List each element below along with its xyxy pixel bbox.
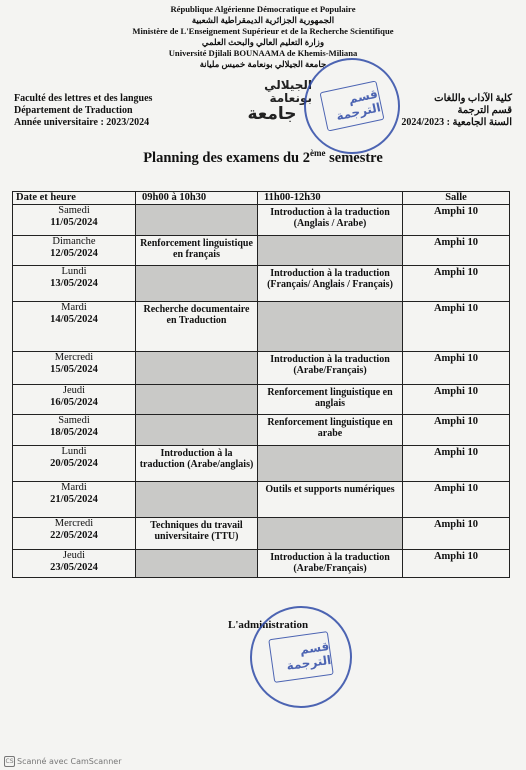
noon-slot-cell	[258, 385, 403, 415]
noon-slot-cell	[258, 518, 403, 550]
table-header-row	[13, 192, 510, 205]
exam-room-cell: Amphi 10	[403, 385, 510, 415]
exam-date: 16/05/2024	[50, 397, 98, 408]
stamp-center-text: قسم الترجمة	[268, 631, 334, 682]
exam-date-cell	[13, 482, 136, 518]
noon-slot-cell	[258, 446, 403, 482]
exam-date: 20/05/2024	[50, 458, 98, 469]
noon-slot-cell	[258, 482, 403, 518]
header-republic-fr: République Algérienne Démocratique et Populaire	[170, 4, 356, 14]
exam-subject: Techniques du travail universitaire (TTU)	[150, 520, 243, 542]
exam-subject: Introduction à la traduction (Arabe/anglais)	[139, 448, 254, 470]
table-row	[13, 385, 510, 415]
exam-room-cell: Amphi 10	[403, 446, 510, 482]
exam-room-cell: Amphi 10	[403, 482, 510, 518]
exam-date-cell	[13, 385, 136, 415]
exam-day: Mardi	[61, 482, 87, 493]
exam-date-cell	[13, 415, 136, 446]
exam-room-cell: Amphi 10	[403, 302, 510, 352]
scanner-text: Scanné avec CamScanner	[17, 757, 122, 766]
exam-subject: Introduction à la traduction (Anglais / Arabe)	[270, 207, 390, 229]
table-row	[13, 415, 510, 446]
exam-date-cell	[13, 352, 136, 385]
exam-day: Lundi	[61, 266, 87, 277]
header-ministry-ar: وزارة التعليم العالي والبحث العلمي	[201, 37, 325, 47]
title-end: semestre	[325, 149, 383, 166]
faculty-name-ar: كلية الآداب واللغات	[434, 93, 512, 104]
noon-slot-cell	[258, 236, 403, 266]
exam-subject: Introduction à la traduction (Arabe/Français)	[270, 552, 390, 574]
exam-date: 12/05/2024	[50, 248, 98, 259]
table-row	[13, 446, 510, 482]
signature-label: L'administration	[228, 619, 309, 631]
exam-date: 18/05/2024	[50, 427, 98, 438]
header-ministry-fr: Ministère de L'Enseignement Supérieur et de la Recherche Scientifique	[132, 26, 394, 36]
exam-date: 22/05/2024	[50, 530, 98, 541]
exam-day: Dimanche	[52, 236, 96, 247]
camscanner-icon: CS	[5, 758, 14, 765]
noon-slot-cell	[258, 352, 403, 385]
exam-room-cell: Amphi 10	[403, 518, 510, 550]
header-noon-slot: 11h00-12h30	[258, 192, 403, 205]
exam-date: 14/05/2024	[50, 314, 98, 325]
exam-day: Jeudi	[62, 385, 86, 396]
table-row	[13, 205, 510, 236]
exam-date-cell	[13, 236, 136, 266]
exam-date: 11/05/2024	[50, 217, 98, 228]
exam-subject: Outils et supports numériques	[265, 484, 395, 495]
morning-slot-cell	[136, 385, 258, 415]
exam-date: 21/05/2024	[50, 494, 98, 505]
page-title	[0, 148, 526, 167]
morning-slot-cell	[136, 446, 258, 482]
morning-slot-cell	[136, 415, 258, 446]
exam-subject: Renforcement linguistique en français	[140, 238, 253, 260]
exam-room-cell: Amphi 10	[403, 236, 510, 266]
faculty-name-fr: Faculté des lettres et des langues	[14, 93, 153, 104]
noon-slot-cell	[258, 302, 403, 352]
exam-day: Mardi	[61, 302, 87, 313]
exam-subject: Introduction à la traduction (Français/ Anglais / Français)	[267, 268, 393, 290]
exam-date-cell	[13, 550, 136, 578]
exam-date: 23/05/2024	[50, 562, 98, 573]
exam-room-cell: Amphi 10	[403, 352, 510, 385]
morning-slot-cell	[136, 266, 258, 302]
header-date: Date et heure	[13, 192, 136, 205]
exam-date: 13/05/2024	[50, 278, 98, 289]
noon-slot-cell	[258, 205, 403, 236]
morning-slot-cell	[136, 482, 258, 518]
exam-day: Samedi	[58, 205, 90, 216]
academic-year-fr: Année universitaire : 2023/2024	[14, 117, 150, 128]
faculty-info-ar	[401, 93, 512, 129]
header-morning-slot: 09h00 à 10h30	[136, 192, 258, 205]
morning-slot-cell	[136, 302, 258, 352]
faculty-info-fr	[14, 93, 152, 129]
table-row	[13, 302, 510, 352]
exam-day: Jeudi	[62, 550, 86, 561]
exam-subject: Recherche documentaire en Traduction	[143, 304, 250, 326]
exam-day: Samedi	[58, 415, 90, 426]
document-header	[0, 4, 526, 70]
exam-schedule-table	[12, 191, 510, 578]
exam-subject: Renforcement linguistique en arabe	[267, 417, 393, 439]
header-university-fr: Université Djilali BOUNAAMA de Khemis-Miliana	[168, 48, 358, 58]
noon-slot-cell	[258, 415, 403, 446]
exam-subject: Introduction à la traduction (Arabe/Français)	[270, 354, 390, 376]
header-room: Salle	[403, 192, 510, 205]
exam-date-cell	[13, 205, 136, 236]
title-superscript: ème	[309, 148, 326, 158]
exam-room-cell: Amphi 10	[403, 550, 510, 578]
stamp-center-text: قسم الترجمة	[320, 80, 384, 132]
university-logo	[232, 77, 312, 124]
morning-slot-cell	[136, 550, 258, 578]
table-row	[13, 482, 510, 518]
exam-date: 15/05/2024	[50, 364, 98, 375]
morning-slot-cell	[136, 205, 258, 236]
department-name-fr: Département de Traduction	[14, 105, 133, 116]
table-row	[13, 352, 510, 385]
header-republic-ar: الجمهورية الجزائرية الديمقراطية الشعبية	[191, 15, 335, 25]
logo-line-2: جامعة	[247, 103, 297, 124]
header-university-ar: جامعة الجيلالي بونعامة خميس مليانة	[199, 59, 327, 69]
exam-day: Mercredi	[54, 518, 94, 529]
table-row	[13, 518, 510, 550]
exam-room-cell: Amphi 10	[403, 266, 510, 302]
exam-day: Mercredi	[54, 352, 94, 363]
department-name-ar: قسم الترجمة	[457, 105, 512, 116]
noon-slot-cell	[258, 266, 403, 302]
table-row	[13, 266, 510, 302]
exam-room-cell: Amphi 10	[403, 415, 510, 446]
noon-slot-cell	[258, 550, 403, 578]
academic-year-ar: السنة الجامعية : 2024/2023	[401, 117, 512, 128]
table-row	[13, 550, 510, 578]
table-row	[13, 236, 510, 266]
exam-date-cell	[13, 518, 136, 550]
morning-slot-cell	[136, 236, 258, 266]
exam-date-cell	[13, 302, 136, 352]
title-main: Planning des examens du 2	[143, 149, 310, 166]
exam-date-cell	[13, 446, 136, 482]
exam-subject: Renforcement linguistique en anglais	[267, 387, 393, 409]
exam-date-cell	[13, 266, 136, 302]
exam-day: Lundi	[61, 446, 87, 457]
administration-stamp-icon	[243, 599, 358, 714]
scanner-watermark	[4, 756, 122, 767]
morning-slot-cell	[136, 352, 258, 385]
morning-slot-cell	[136, 518, 258, 550]
logo-line-1: الجيلالي بونعامة	[264, 77, 312, 105]
exam-room-cell: Amphi 10	[403, 205, 510, 236]
